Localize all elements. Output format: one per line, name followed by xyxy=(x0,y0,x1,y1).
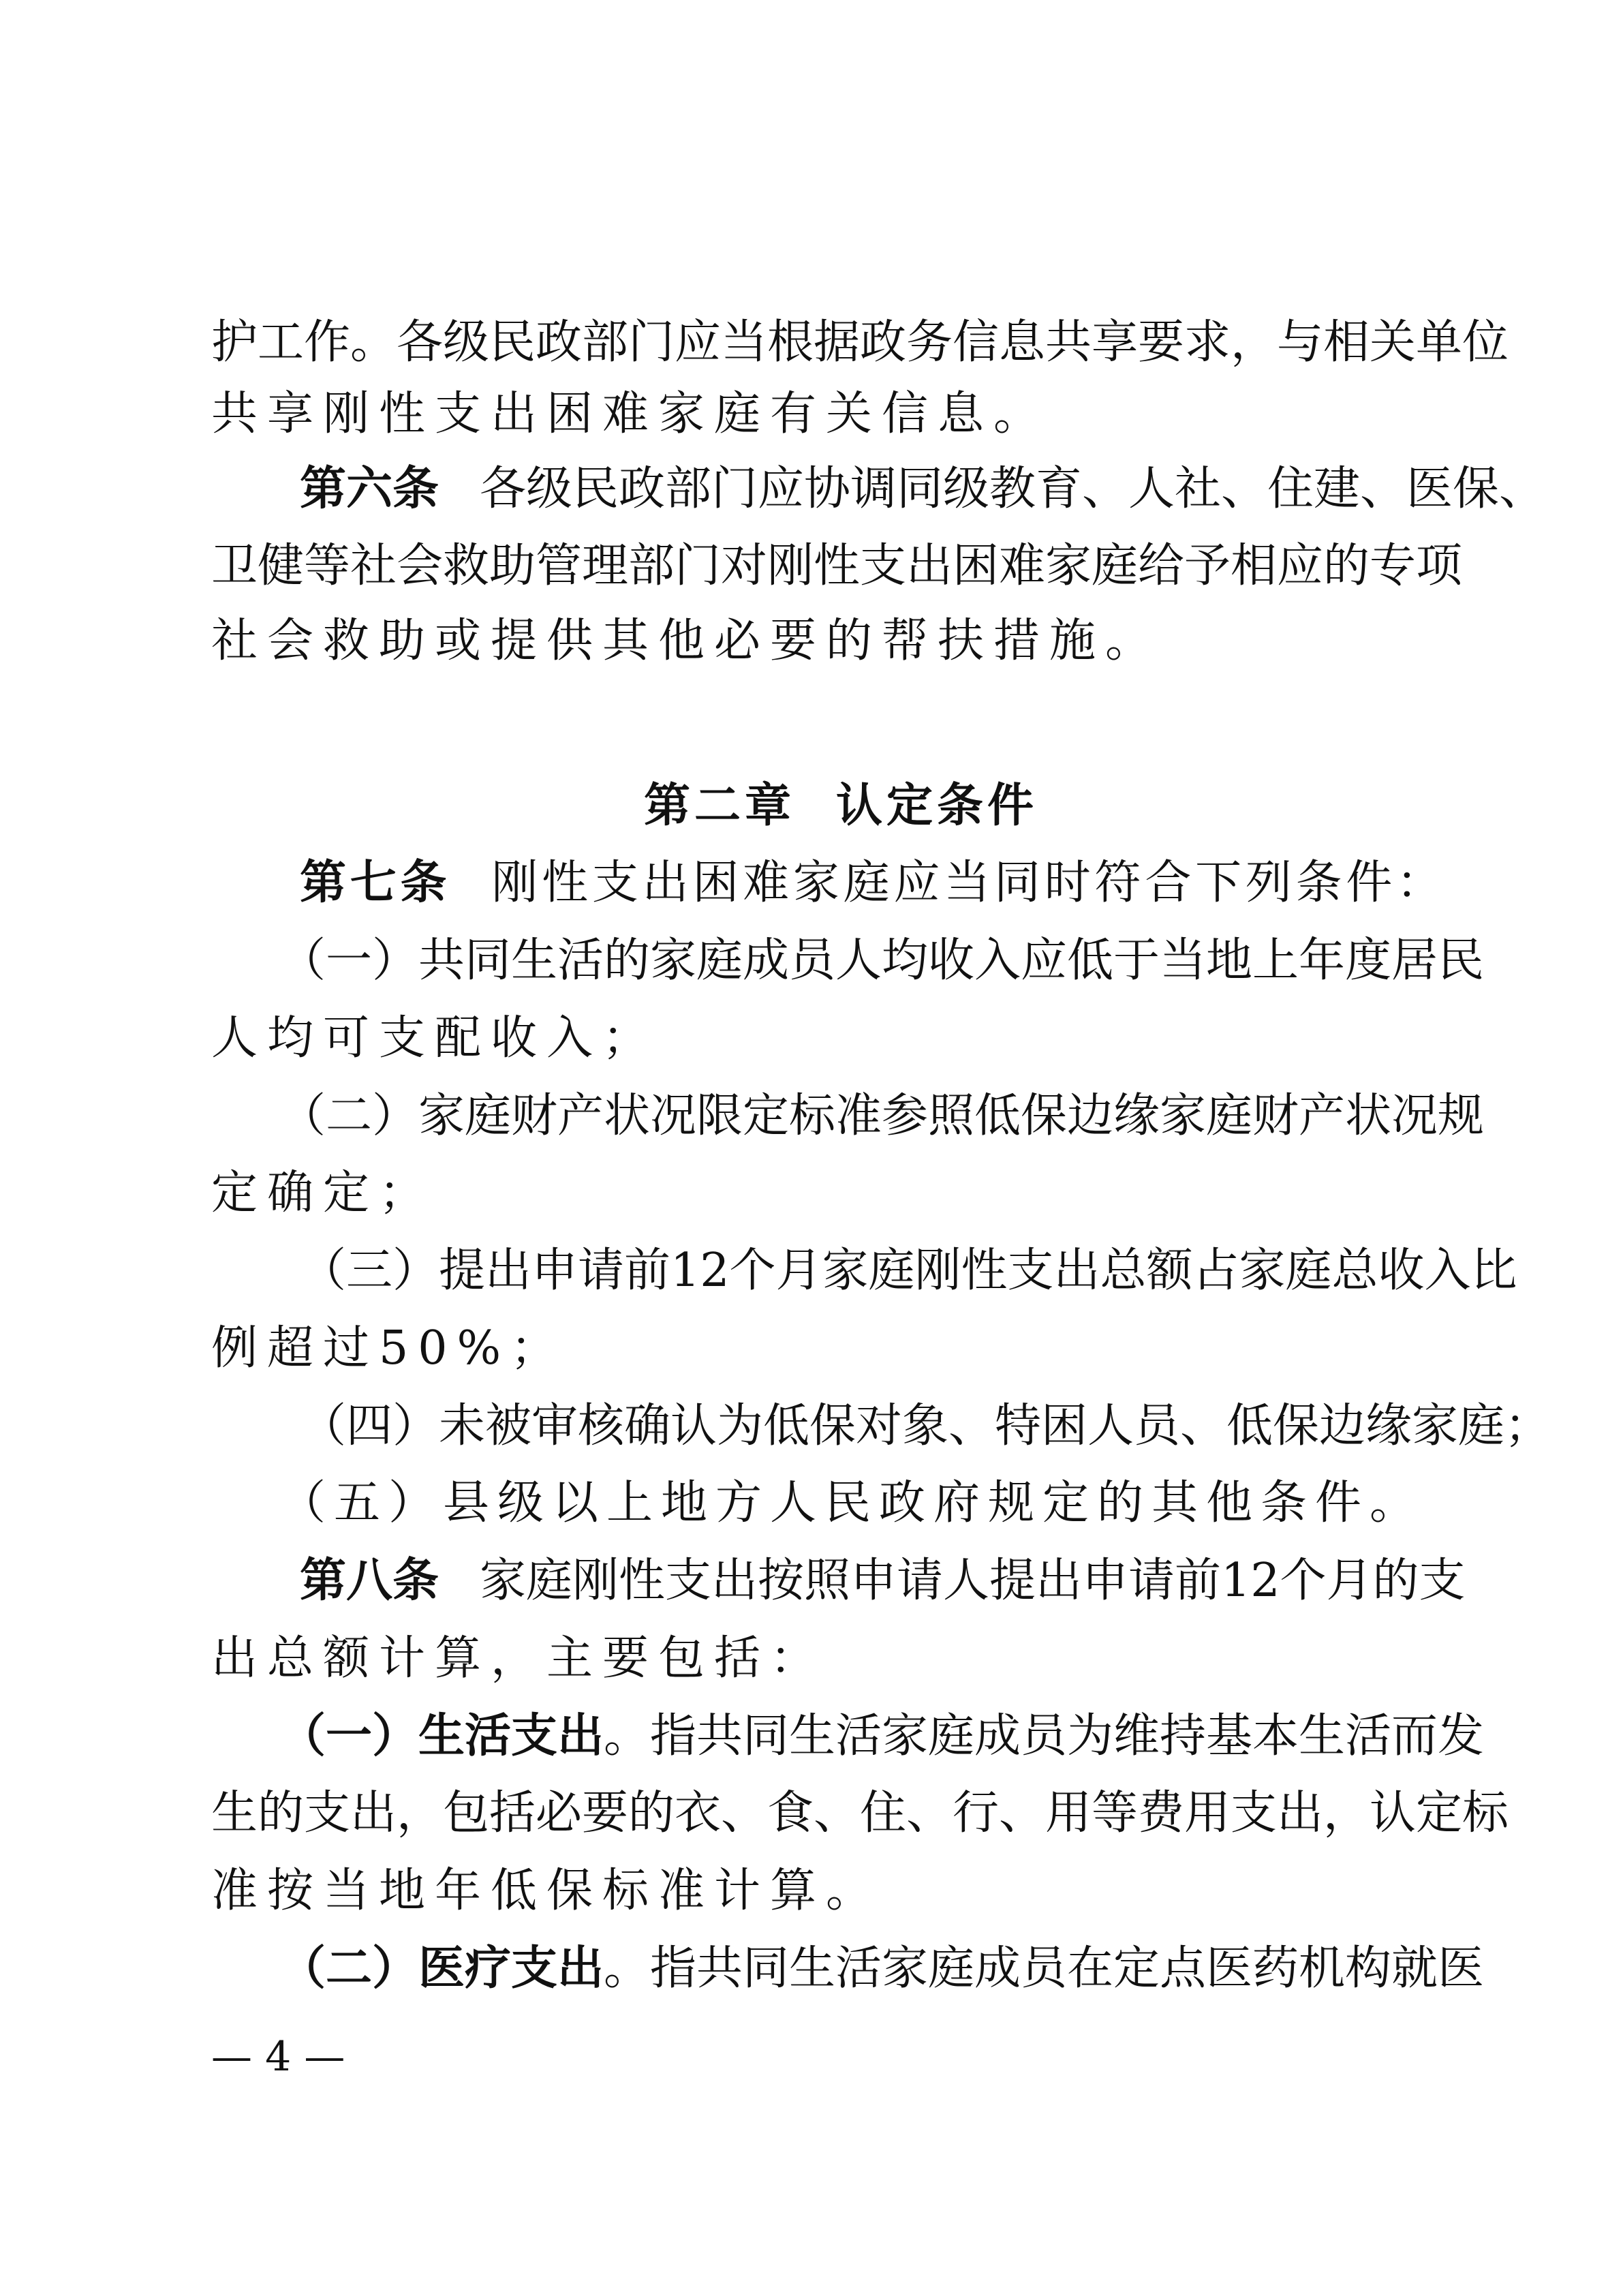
item-text: 。指共同生活家庭成员为维持基本生活而发 xyxy=(604,1709,1485,1763)
item-label: （二）医疗支出 xyxy=(279,1942,604,1995)
list-item xyxy=(279,1936,1484,2002)
body-line: 出总额计算，主要包括： xyxy=(211,1632,826,1685)
list-item: （二）家庭财产状况限定标准参照低保边缘家庭财产状况规 xyxy=(279,1089,1485,1143)
article-8-label: 第八条 xyxy=(300,1554,439,1608)
body-line: 例超过50%； xyxy=(211,1321,567,1375)
article-8-line-1 xyxy=(300,1548,1466,1614)
item-label: （一）生活支出 xyxy=(279,1709,604,1763)
item-text: 。指共同生活家庭成员在定点医药机构就医 xyxy=(604,1942,1485,1995)
body-line: 定确定； xyxy=(211,1166,435,1220)
page-number: — 4 — xyxy=(211,2033,345,2081)
body-line: 人均可支配收入； xyxy=(211,1011,659,1065)
body-line: 护工作。各级民政部门应当根据政务信息共享要求，与相关单位 xyxy=(211,316,1509,369)
body-line: 社会救助或提供其他必要的帮扶措施。 xyxy=(211,614,1162,668)
chapter-subtitle: 认定条件 xyxy=(836,779,1038,833)
list-item: （五）县级以上地方人民政府规定的其他条件。 xyxy=(279,1476,1425,1530)
article-7-text: 刚性支出困难家庭应当同时符合下列条件： xyxy=(491,856,1447,910)
body-line: 生的支出，包括必要的衣、食、住、行、用等费用支出，认定标 xyxy=(211,1786,1509,1840)
list-item: （四）未被审核确认为低保对象、特困人员、低保边缘家庭； xyxy=(300,1399,1551,1453)
body-line: 卫健等社会救助管理部门对刚性支出困难家庭给予相应的专项 xyxy=(211,539,1463,593)
article-8-text: 家庭刚性支出按照申请人提出申请前12个月的支 xyxy=(480,1554,1466,1608)
list-item xyxy=(279,1704,1484,1769)
chapter-title: 第二章 xyxy=(644,779,796,833)
body-line: 共享刚性支出困难家庭有关信息。 xyxy=(211,387,1050,441)
article-7-label: 第七条 xyxy=(300,856,451,910)
article-6-text: 各级民政部门应协调同级教育、人社、住建、医保、 xyxy=(480,462,1546,516)
list-item: （一）共同生活的家庭成员人均收入应低于当地上年度居民 xyxy=(279,934,1485,988)
article-6-label: 第六条 xyxy=(300,462,439,516)
chapter-heading xyxy=(644,774,1038,839)
body-line: 准按当地年低保标准计算。 xyxy=(211,1864,882,1918)
list-item: （三）提出申请前12个月家庭刚性支出总额占家庭总收入比 xyxy=(300,1244,1517,1298)
article-6-line-1 xyxy=(300,457,1545,522)
article-7-line-1 xyxy=(300,851,1447,916)
